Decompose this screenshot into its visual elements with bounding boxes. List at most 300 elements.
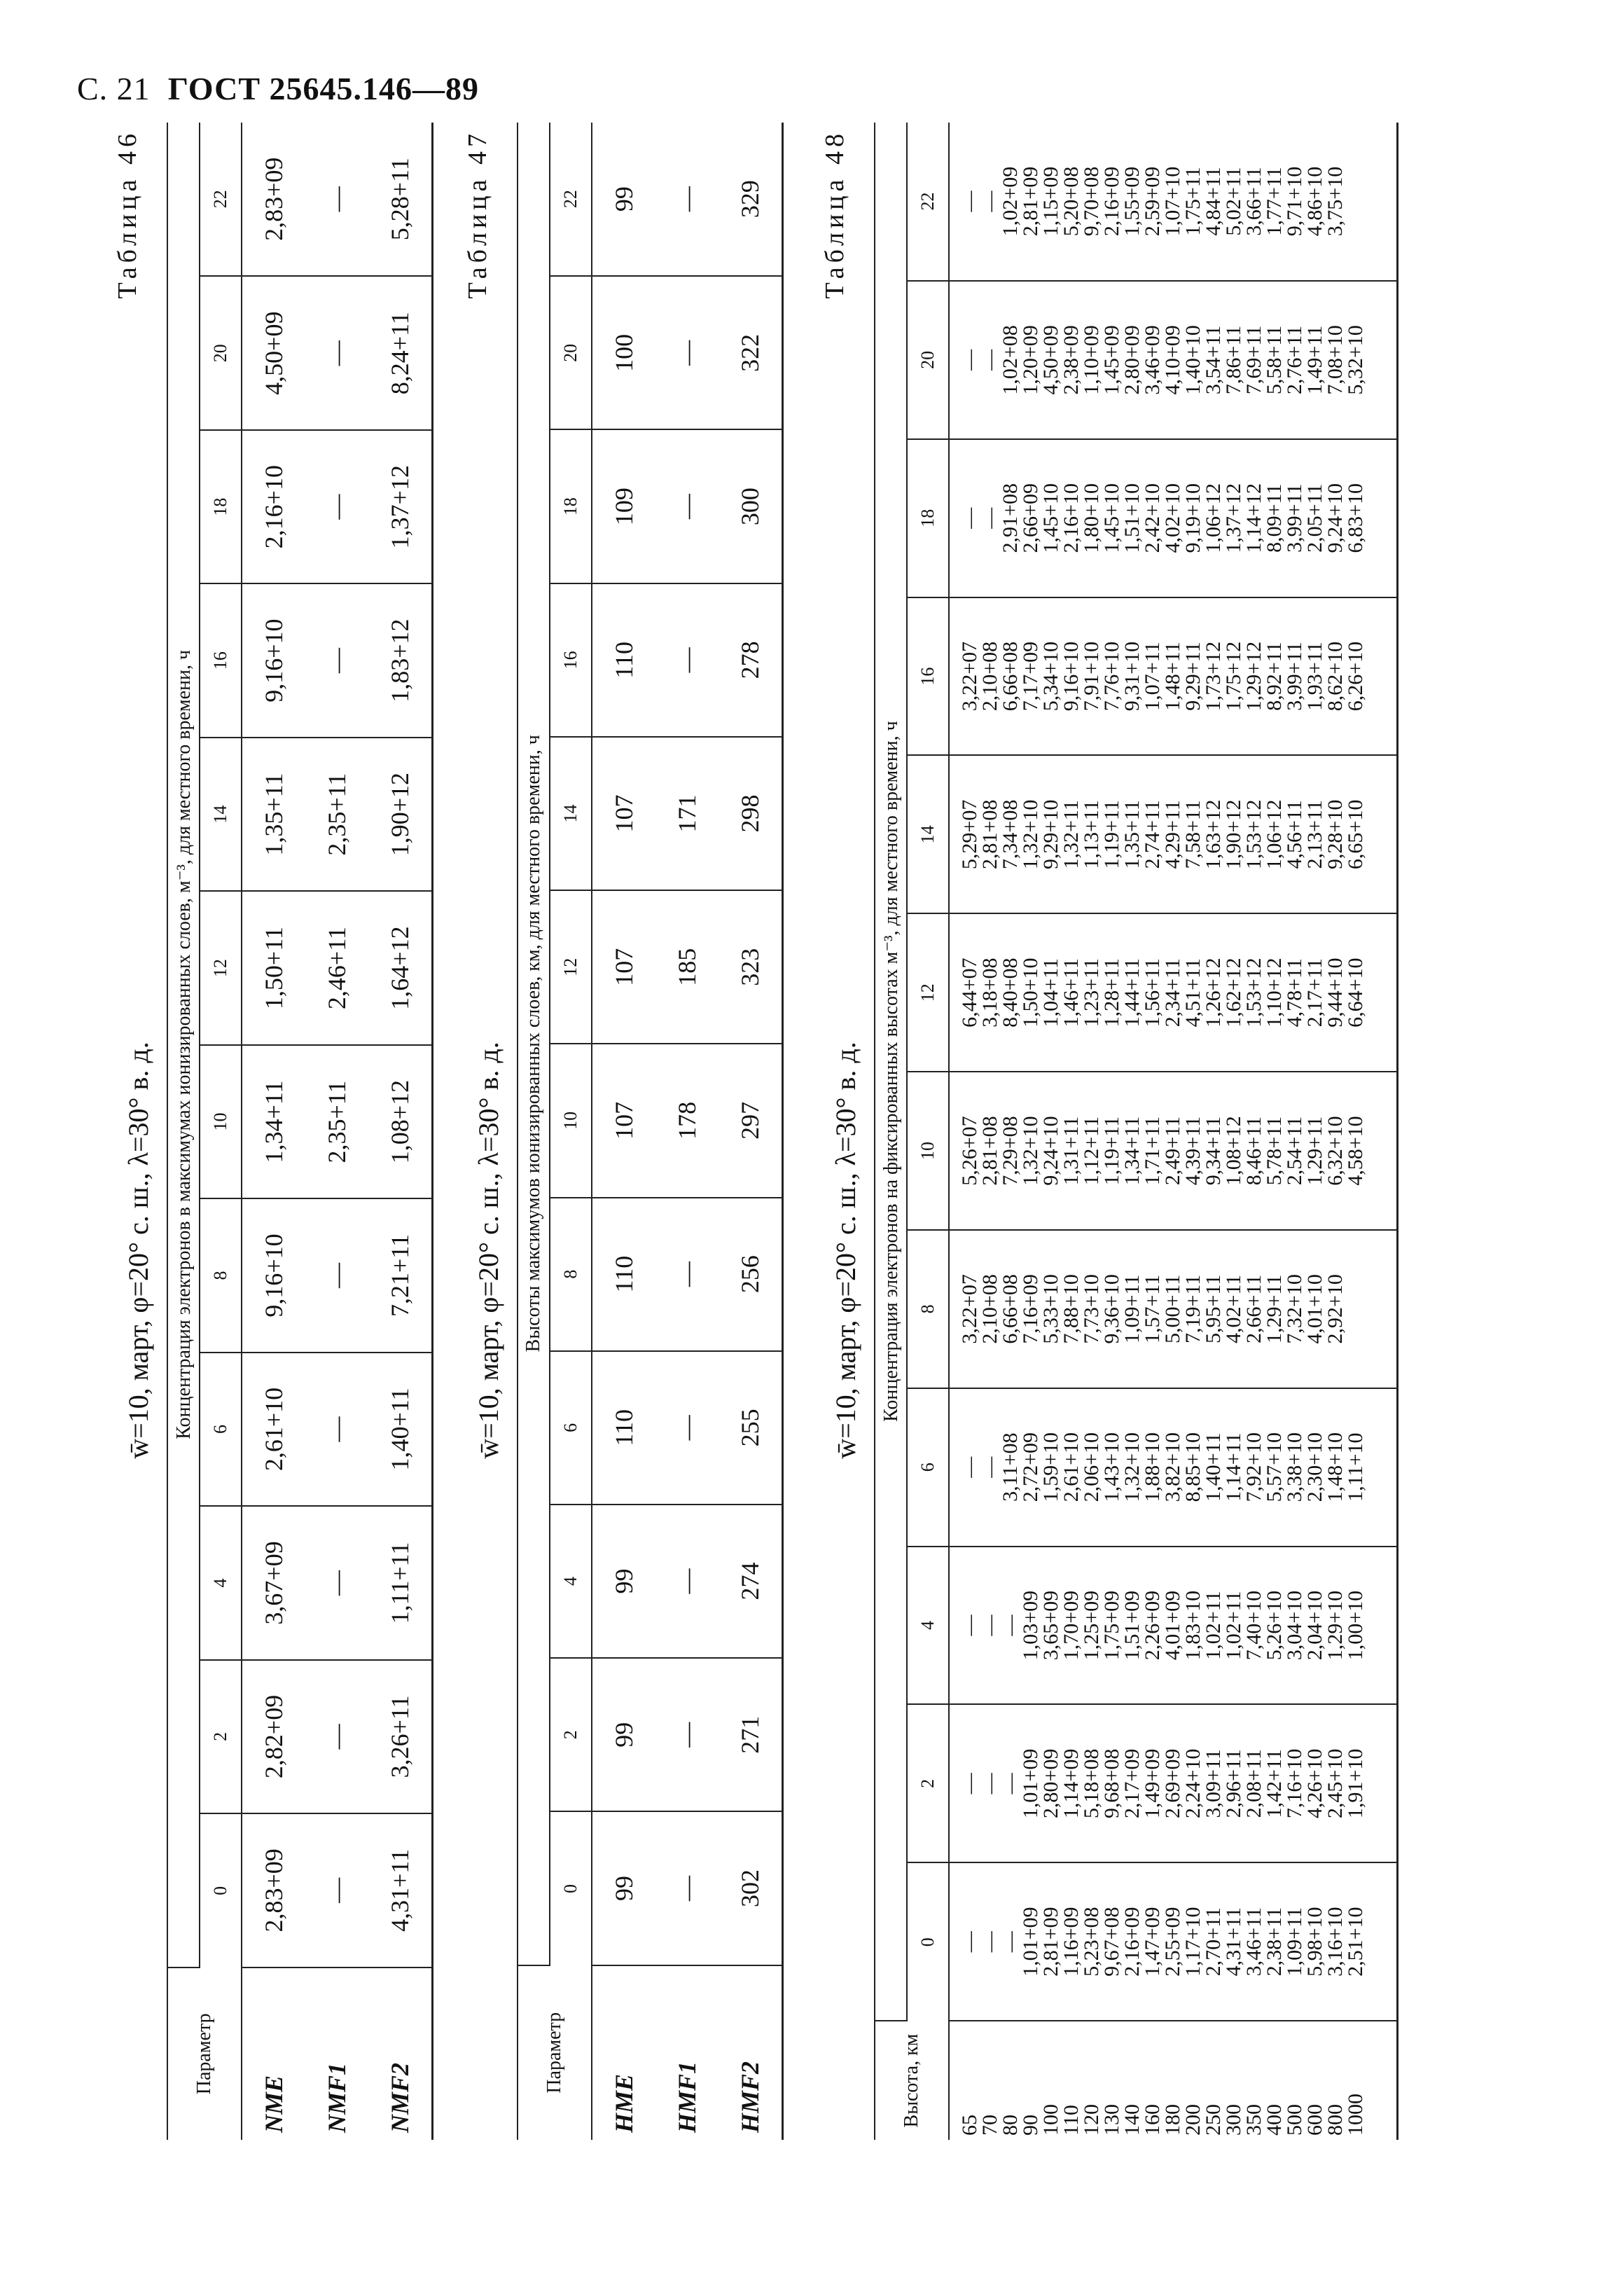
hour-header-22: 22 xyxy=(200,123,242,276)
table-cell: 1,51+10 xyxy=(1120,483,1144,553)
table-cell: 1,91+10 xyxy=(1344,1748,1367,1819)
table-cell: 2,66+11 xyxy=(1242,1274,1265,1344)
table-cell: 271 xyxy=(719,1658,783,1811)
altitude-value: 250 xyxy=(1202,2104,1225,2136)
table-cell: 3,18+08 xyxy=(978,957,1001,1028)
table-cell: 2,24+10 xyxy=(1181,1748,1205,1819)
table-cell: 99 xyxy=(592,123,655,276)
hour-header-22: 22 xyxy=(550,123,592,276)
table-cell: 4,29+11 xyxy=(1161,800,1184,869)
table-cell: 107 xyxy=(592,890,655,1044)
table-47-title: w̄=10, март, φ=20° с. ш., λ=30° в. д. xyxy=(473,1042,504,1459)
hour-header-18: 18 xyxy=(907,439,949,597)
hour-header-12: 12 xyxy=(907,913,949,1072)
hour-column-20 xyxy=(949,281,1397,439)
table-cell: — xyxy=(655,1811,719,1965)
table-cell: 7,17+09 xyxy=(1019,641,1042,712)
table-cell: 1,42+11 xyxy=(1263,1749,1286,1818)
table-cell: 1,02+11 xyxy=(1222,1591,1245,1660)
altitude-value: 140 xyxy=(1120,2104,1144,2136)
hour-column-18 xyxy=(949,439,1397,597)
table-cell: 2,17+09 xyxy=(1120,1748,1144,1819)
table-cell: 178 xyxy=(655,1044,719,1197)
table-cell: 4,39+11 xyxy=(1181,1116,1205,1186)
table-cell: 274 xyxy=(719,1505,783,1658)
table-cell: 3,26+11 xyxy=(368,1660,433,1813)
table-cell: 1,40+11 xyxy=(368,1353,433,1506)
hour-header-18: 18 xyxy=(550,430,592,583)
table-cell: 300 xyxy=(719,430,783,583)
table-cell: 9,67+08 xyxy=(1100,1907,1123,1977)
table-cell: 4,31+11 xyxy=(368,1813,433,1967)
table-cell: 1,47+09 xyxy=(1141,1907,1164,1977)
table-cell: 1,44+11 xyxy=(1120,958,1144,1028)
table-cell: 4,02+10 xyxy=(1161,483,1184,553)
table-cell: 7,73+10 xyxy=(1080,1274,1103,1344)
table-row xyxy=(592,123,655,2140)
table-cell: 5,28+11 xyxy=(368,123,433,276)
table-cell: 2,61+10 xyxy=(1060,1432,1083,1502)
table-cell: 8,09+11 xyxy=(1263,483,1286,553)
table-cell: 1,02+09 xyxy=(999,166,1022,237)
altitude-value: 110 xyxy=(1060,2105,1083,2136)
hour-header-10: 10 xyxy=(550,1044,592,1197)
table-cell: — xyxy=(958,191,981,212)
table-cell: 1,11+11 xyxy=(368,1506,433,1659)
param-name: NMF2 xyxy=(386,2062,414,2133)
table-cell: 1,37+12 xyxy=(1222,483,1245,553)
table-cell: 1,31+11 xyxy=(1060,1116,1083,1186)
hour-header-8: 8 xyxy=(550,1198,592,1351)
table-cell: 2,55+09 xyxy=(1161,1907,1184,1977)
hour-header-20: 20 xyxy=(200,276,242,429)
altitude-value: 70 xyxy=(978,2115,1001,2136)
table-cell: 1,49+09 xyxy=(1141,1748,1164,1819)
table-cell: 99 xyxy=(592,1811,655,1965)
hour-header-row xyxy=(550,123,592,2140)
hour-header-22: 22 xyxy=(907,123,949,281)
hour-header-14: 14 xyxy=(550,737,592,890)
table-cell: 1,29+10 xyxy=(1324,1590,1347,1661)
table-cell: 1,37+12 xyxy=(368,430,433,583)
table-cell: 99 xyxy=(592,1505,655,1658)
table-cell: 2,66+09 xyxy=(1019,483,1042,553)
table-cell: 3,46+11 xyxy=(1242,1907,1265,1977)
altitude-value: 80 xyxy=(999,2115,1022,2136)
table-cell: 2,76+11 xyxy=(1283,325,1306,395)
table-cell: — xyxy=(655,1351,719,1505)
table-cell: 3,22+07 xyxy=(958,1274,981,1344)
table-cell: 1,14+12 xyxy=(1242,483,1265,553)
hour-header-6: 6 xyxy=(907,1388,949,1547)
table-cell: 7,88+10 xyxy=(1060,1274,1083,1344)
table-cell: 5,33+10 xyxy=(1039,1274,1062,1344)
table-cell: 2,54+11 xyxy=(1283,1116,1306,1186)
table-cell: 1,09+11 xyxy=(1120,1274,1144,1344)
hour-header-4: 4 xyxy=(907,1547,949,1705)
standard-number: ГОСТ 25645.146—89 xyxy=(167,71,480,106)
table-cell: 1,46+11 xyxy=(1060,958,1083,1028)
table-cell: 1,40+11 xyxy=(1202,1432,1225,1502)
hour-header-18: 18 xyxy=(200,430,242,583)
table-cell: 4,26+10 xyxy=(1303,1748,1326,1819)
table-cell: 107 xyxy=(592,1044,655,1197)
table-cell: 1,23+11 xyxy=(1080,958,1103,1028)
table-cell: 1,20+09 xyxy=(1019,325,1042,395)
table-cell: 2,69+09 xyxy=(1161,1748,1184,1819)
table-cell: 2,72+09 xyxy=(1019,1432,1042,1502)
table-cell: 1,49+11 xyxy=(1303,325,1326,395)
table-cell: 9,28+10 xyxy=(1324,799,1347,870)
altitude-value: 500 xyxy=(1283,2104,1306,2136)
table-cell: 1,19+11 xyxy=(1100,800,1123,869)
table-cell: 1,01+09 xyxy=(1019,1748,1042,1819)
hour-header-20: 20 xyxy=(550,276,592,429)
table-cell: — xyxy=(999,1773,1022,1795)
altitude-header: Высота, км xyxy=(875,2021,949,2140)
table-cell: 9,70+08 xyxy=(1080,166,1103,237)
hour-header-10: 10 xyxy=(907,1072,949,1230)
table-cell: 4,78+11 xyxy=(1283,958,1306,1028)
table-cell: 1,14+11 xyxy=(1222,1432,1245,1502)
table-cell: 4,84+11 xyxy=(1202,167,1225,236)
hour-column-0 xyxy=(949,1862,1397,2021)
table-cell: 2,61+10 xyxy=(242,1353,305,1506)
hour-header-12: 12 xyxy=(550,890,592,1044)
table-cell: 8,85+10 xyxy=(1181,1432,1205,1502)
table-cell: 5,26+10 xyxy=(1263,1590,1286,1661)
table-cell: 255 xyxy=(719,1351,783,1505)
hour-header-2: 2 xyxy=(907,1704,949,1862)
table-cell: 2,80+09 xyxy=(1120,325,1144,395)
table-cell: 8,92+11 xyxy=(1263,642,1286,711)
table-cell: 3,67+09 xyxy=(242,1506,305,1659)
table-cell: 3,75+10 xyxy=(1324,166,1347,237)
table-row xyxy=(305,123,368,2140)
table-cell: 5,29+07 xyxy=(958,799,981,870)
table-cell: 1,02+11 xyxy=(1202,1591,1225,1660)
table-cell: 7,76+10 xyxy=(1100,641,1123,712)
table-cell: 1,34+11 xyxy=(242,1045,305,1198)
param-name: NME xyxy=(260,2075,288,2133)
table-cell: 1,29+11 xyxy=(1263,1274,1286,1344)
table-cell: — xyxy=(305,1813,368,1967)
hour-header-16: 16 xyxy=(907,597,949,756)
table-cell: 1,83+12 xyxy=(368,583,433,737)
param-name: HMF2 xyxy=(736,2061,764,2133)
table-cell: 1,90+12 xyxy=(1222,799,1245,870)
table-cell: 1,55+09 xyxy=(1120,166,1144,237)
hour-header-6: 6 xyxy=(200,1353,242,1506)
hour-column-8 xyxy=(949,1230,1397,1388)
table-cell: 2,42+10 xyxy=(1141,483,1164,553)
table-cell: 2,80+09 xyxy=(1039,1748,1062,1819)
table-cell: 6,66+08 xyxy=(999,641,1022,712)
table-cell: — xyxy=(958,1773,981,1795)
table-cell: 302 xyxy=(719,1811,783,1965)
table-cell: 2,10+08 xyxy=(978,1274,1001,1344)
table-cell: 1,16+09 xyxy=(1060,1907,1083,1977)
table-cell: 1,17+10 xyxy=(1181,1907,1205,1977)
table-row xyxy=(719,123,783,2140)
table-cell: — xyxy=(305,1660,368,1813)
table-cell: 9,16+10 xyxy=(1060,641,1083,712)
table-cell: 322 xyxy=(719,276,783,429)
table-cell: 1,12+11 xyxy=(1080,1116,1103,1186)
table-cell: 3,99+11 xyxy=(1283,483,1306,553)
table-cell: 6,83+10 xyxy=(1344,483,1367,553)
table-cell: 3,99+11 xyxy=(1283,642,1306,711)
table-cell: 9,68+08 xyxy=(1100,1748,1123,1819)
table-cell: 278 xyxy=(719,583,783,737)
table-cell: 6,64+10 xyxy=(1344,957,1367,1028)
table-48 xyxy=(874,123,1399,2140)
table-cell: 7,08+10 xyxy=(1324,325,1347,395)
table-cell: 7,91+10 xyxy=(1080,641,1103,712)
table-cell: 1,06+12 xyxy=(1263,799,1286,870)
table-cell: — xyxy=(978,191,1001,212)
table-cell: 3,22+07 xyxy=(958,641,981,712)
table-cell: — xyxy=(305,123,368,276)
table-cell: 8,62+10 xyxy=(1324,641,1347,712)
table-cell: 2,16+09 xyxy=(1120,1907,1144,1977)
param-header: Параметр xyxy=(167,1968,242,2140)
table-cell: 1,90+12 xyxy=(368,738,433,891)
table-cell: 8,40+08 xyxy=(999,957,1022,1028)
table-cell: 1,00+10 xyxy=(1344,1590,1367,1661)
table-cell: 2,35+11 xyxy=(305,738,368,891)
hour-column-6 xyxy=(949,1388,1397,1547)
table-cell: 4,31+11 xyxy=(1222,1907,1245,1977)
table-cell: 99 xyxy=(592,1658,655,1811)
table-cell: 5,23+08 xyxy=(1080,1907,1103,1977)
table-cell: 9,29+10 xyxy=(1039,799,1062,870)
table-cell: 1,34+11 xyxy=(1120,1116,1144,1186)
table-cell: 1,15+09 xyxy=(1039,166,1062,237)
table-cell: 1,77+11 xyxy=(1263,167,1286,236)
hour-column-2 xyxy=(949,1704,1397,1862)
table-cell: 1,32+10 xyxy=(1019,1116,1042,1186)
table-cell: 1,19+11 xyxy=(1100,1116,1123,1186)
hour-header-8: 8 xyxy=(907,1230,949,1388)
table-cell: 2,30+10 xyxy=(1303,1432,1326,1502)
altitude-value: 400 xyxy=(1263,2104,1286,2136)
table-cell: 1,53+12 xyxy=(1242,957,1265,1028)
table-cell: 1,14+09 xyxy=(1060,1748,1083,1819)
table-cell: — xyxy=(978,349,1001,371)
table-cell: 1,11+10 xyxy=(1344,1432,1367,1502)
table-cell: 1,45+10 xyxy=(1100,483,1123,553)
hour-header-16: 16 xyxy=(550,583,592,737)
table-cell: 1,13+11 xyxy=(1080,800,1103,869)
table-cell: 9,19+10 xyxy=(1181,483,1205,553)
param-name: NMF1 xyxy=(323,2062,351,2133)
table-cell: 110 xyxy=(592,583,655,737)
table-cell: 1,10+12 xyxy=(1263,957,1286,1028)
table-cell: 7,40+10 xyxy=(1242,1590,1265,1661)
altitude-value: 100 xyxy=(1039,2104,1062,2136)
table-cell: 4,58+10 xyxy=(1344,1116,1367,1186)
group-header: Высоты максимумов ионизированных слоев, км, для местного времени, ч xyxy=(518,123,550,1965)
table-cell: 1,07+11 xyxy=(1141,642,1164,711)
table-cell: 109 xyxy=(592,430,655,583)
hour-header-row xyxy=(907,123,949,2140)
table-cell: 2,26+09 xyxy=(1141,1590,1164,1661)
table-cell: 2,13+11 xyxy=(1303,800,1326,869)
hour-header-6: 6 xyxy=(550,1351,592,1505)
param-header: Параметр xyxy=(518,1965,592,2140)
table-cell xyxy=(1345,123,1366,280)
table-cell: 1,45+10 xyxy=(1039,483,1062,553)
altitude-value: 600 xyxy=(1303,2104,1326,2136)
table-cell: 9,31+10 xyxy=(1120,641,1144,712)
table-cell: 4,50+09 xyxy=(242,276,305,429)
table-cell: 1,25+09 xyxy=(1080,1590,1103,1661)
table-cell: 7,19+11 xyxy=(1181,1274,1205,1344)
altitude-column xyxy=(949,2021,1397,2140)
table-cell: — xyxy=(655,583,719,737)
table-cell: 110 xyxy=(592,1351,655,1505)
table-cell: 7,21+11 xyxy=(368,1198,433,1352)
table-cell: — xyxy=(978,1614,1001,1636)
table-cell: 2,08+11 xyxy=(1242,1749,1265,1818)
table-cell: 5,58+11 xyxy=(1263,325,1286,395)
param-name: HME xyxy=(610,2073,638,2133)
altitude-value: 200 xyxy=(1181,2104,1205,2136)
table-cell: — xyxy=(958,1614,981,1636)
hour-column-16 xyxy=(949,597,1397,756)
group-header: Концентрация электронов на фиксированных высотах м⁻³, для местного времени, ч xyxy=(875,123,907,2021)
table-cell: — xyxy=(978,507,1001,529)
table-cell: 2,46+11 xyxy=(305,891,368,1044)
table-cell: 171 xyxy=(655,737,719,890)
hour-header-4: 4 xyxy=(550,1505,592,1658)
table-cell: 2,59+09 xyxy=(1141,166,1164,237)
altitude-value: 350 xyxy=(1242,2104,1265,2136)
hour-header-14: 14 xyxy=(907,755,949,913)
table-cell: 4,51+11 xyxy=(1181,958,1205,1028)
table-cell: 2,81+08 xyxy=(978,1116,1001,1186)
table-cell: 1,40+10 xyxy=(1181,325,1205,395)
table-cell: 1,43+10 xyxy=(1100,1432,1123,1502)
hour-header-16: 16 xyxy=(200,583,242,737)
table-48-body xyxy=(949,123,1397,2140)
table-row xyxy=(655,123,719,2140)
hour-header-0: 0 xyxy=(550,1811,592,1965)
table-cell: 1,63+12 xyxy=(1202,799,1225,870)
hour-header-row xyxy=(200,123,242,2140)
hour-header-14: 14 xyxy=(200,738,242,891)
table-cell: 4,02+11 xyxy=(1222,1274,1245,1344)
table-cell: 1,73+12 xyxy=(1202,641,1225,712)
table-cell: 1,62+12 xyxy=(1222,957,1245,1028)
table-cell: 3,09+11 xyxy=(1202,1749,1225,1818)
table-cell: 8,24+11 xyxy=(368,276,433,429)
table-cell: 1,35+11 xyxy=(1120,800,1144,869)
table-cell: 1,03+09 xyxy=(1019,1590,1042,1661)
table-cell: — xyxy=(305,1506,368,1659)
table-cell: 2,96+11 xyxy=(1222,1749,1245,1818)
table-cell: 1,64+12 xyxy=(368,891,433,1044)
table-cell: 5,78+11 xyxy=(1263,1116,1286,1186)
table-cell: 6,65+10 xyxy=(1344,799,1367,870)
table-cell: 2,83+09 xyxy=(242,123,305,276)
rotated-tables xyxy=(112,123,1611,2140)
table-cell: — xyxy=(655,430,719,583)
table-cell: 1,59+10 xyxy=(1039,1432,1062,1502)
table-cell: 2,04+10 xyxy=(1303,1590,1326,1661)
table-cell: 1,88+10 xyxy=(1141,1432,1164,1502)
table-cell: — xyxy=(958,1931,981,1953)
table-cell: 8,46+11 xyxy=(1242,1116,1265,1186)
table-cell: 3,46+09 xyxy=(1141,325,1164,395)
table-cell: 7,34+08 xyxy=(999,799,1022,870)
table-cell: 6,44+07 xyxy=(958,957,981,1028)
hour-column-12 xyxy=(949,913,1397,1072)
table-row xyxy=(368,123,433,2140)
table-cell: 1,32+11 xyxy=(1060,800,1083,869)
altitude-value: 800 xyxy=(1324,2104,1347,2136)
hour-header-8: 8 xyxy=(200,1198,242,1352)
table-cell: 1,45+09 xyxy=(1100,325,1123,395)
table-cell: — xyxy=(655,1198,719,1351)
table-cell: 2,81+08 xyxy=(978,799,1001,870)
table-cell: 3,16+10 xyxy=(1324,1907,1347,1977)
table-cell: 2,83+09 xyxy=(242,1813,305,1967)
table-cell: 1,04+11 xyxy=(1039,958,1062,1028)
table-cell: 298 xyxy=(719,737,783,890)
table-cell: 9,71+10 xyxy=(1283,166,1306,237)
hour-header-20: 20 xyxy=(907,281,949,439)
table-46-title: w̄=10, март, φ=20° с. ш., λ=30° в. д. xyxy=(123,1042,154,1459)
table-cell: — xyxy=(305,1353,368,1506)
table-cell: 2,81+09 xyxy=(1019,166,1042,237)
hour-header-2: 2 xyxy=(200,1660,242,1813)
table-cell: 3,82+10 xyxy=(1161,1432,1184,1502)
table-cell: 100 xyxy=(592,276,655,429)
table-48-title: w̄=10, март, φ=20° с. ш., λ=30° в. д. xyxy=(830,1042,861,1459)
table-cell: 1,06+12 xyxy=(1202,483,1225,553)
table-cell: 7,16+10 xyxy=(1283,1748,1306,1819)
hour-column-10 xyxy=(949,1072,1397,1230)
table-cell: 256 xyxy=(719,1198,783,1351)
table-cell: 2,49+11 xyxy=(1161,1116,1184,1186)
table-cell: — xyxy=(305,276,368,429)
table-cell: 5,02+11 xyxy=(1222,167,1245,236)
table-46-label: Таблица 46 xyxy=(113,130,142,299)
table-cell: 2,16+09 xyxy=(1100,166,1123,237)
table-cell: 9,29+11 xyxy=(1181,642,1205,711)
table-cell: 2,51+10 xyxy=(1344,1907,1367,1977)
table-cell: 2,06+10 xyxy=(1080,1432,1103,1502)
table-cell: 1,10+09 xyxy=(1080,325,1103,395)
hour-header-10: 10 xyxy=(200,1045,242,1198)
table-cell: 7,92+10 xyxy=(1242,1432,1265,1502)
table-cell: 5,95+11 xyxy=(1202,1274,1225,1344)
table-47-label: Таблица 47 xyxy=(463,130,492,299)
table-cell: 4,50+09 xyxy=(1039,325,1062,395)
altitude-value: 160 xyxy=(1141,2104,1164,2136)
table-cell: 7,58+11 xyxy=(1181,800,1205,869)
table-cell: — xyxy=(958,1456,981,1478)
table-cell: 4,10+09 xyxy=(1161,325,1184,395)
table-cell: 1,07+10 xyxy=(1161,166,1184,237)
table-cell: 7,16+09 xyxy=(1019,1274,1042,1344)
table-cell: 5,34+10 xyxy=(1039,641,1062,712)
table-cell: 1,48+11 xyxy=(1161,642,1184,711)
table-cell: — xyxy=(958,507,981,529)
table-47 xyxy=(517,123,784,2140)
